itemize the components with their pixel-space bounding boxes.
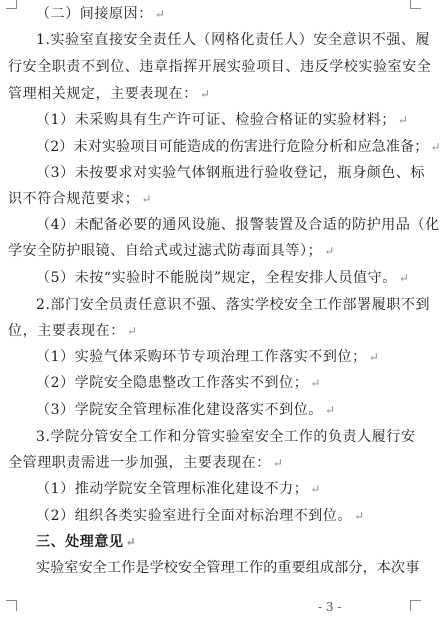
text-line: （1）推动学院安全管理标准化建设不力； ↵ [36, 481, 321, 497]
crop-mark-bottom-right [410, 600, 421, 611]
crop-mark-bottom-left [6, 600, 17, 611]
text-line: 行安全职责不到位、违章指挥开展实验项目、违反学校实验室安全 [8, 59, 432, 75]
text-line: （1）实验气体采购环节专项治理工作落实不到位； ↵ [36, 349, 380, 365]
paragraph-mark-icon: ↵ [272, 456, 284, 470]
text-line: 2.部门安全员责任意识不强、落实学校安全工作部署履职不到 [36, 297, 431, 313]
paragraph-mark-icon: ↵ [398, 271, 410, 285]
section-heading-handling-opinion: 三、处理意见 ↵ [36, 534, 137, 550]
paragraph-mark-icon: ↵ [430, 140, 441, 154]
text-line: 1.实验室直接安全责任人（网格化责任人）安全意识不强、履 [36, 32, 431, 48]
paragraph-mark-icon: ↵ [125, 535, 137, 549]
paragraph-mark-icon: ↵ [310, 376, 321, 390]
text-line: 学安全防护眼镜、自给式或过滤式防毒面具等）； ↵ [8, 243, 335, 259]
text-line: （5）未按“实验时不能脱岗”规定，全程安排人员值守。 ↵ [36, 270, 410, 286]
section-heading-indirect-causes: （二）间接原因： ↵ [36, 6, 166, 22]
crop-mark-top-left [6, 0, 17, 9]
paragraph-mark-icon: ↵ [368, 350, 380, 364]
paragraph-mark-icon: ↵ [154, 7, 166, 21]
text-line: （3）学院安全管理标准化建设落实不到位。 ↵ [36, 402, 336, 418]
text-line: （4）未配备必要的通风设施、报警装置及合适的防护用品（化 [36, 217, 440, 233]
paragraph-mark-icon: ↵ [354, 509, 365, 523]
text-line: 识不符合规范要求； ↵ [8, 191, 153, 207]
paragraph-mark-icon: ↵ [199, 87, 211, 101]
paragraph-mark-icon: ↵ [324, 244, 335, 258]
text-line: 位，主要表现在： ↵ [8, 323, 138, 339]
text-line: 管理相关规定，主要表现在： ↵ [8, 86, 211, 102]
paragraph-mark-icon: ↵ [397, 113, 409, 127]
text-line: （3）未按要求对实验气体钢瓶进行验收登记，瓶身颜色、标 [36, 165, 426, 181]
paragraph-mark-icon: ↵ [126, 324, 138, 338]
paragraph-mark-icon: ↵ [141, 192, 153, 206]
paragraph-mark-icon: ↵ [324, 403, 336, 417]
text-line: （2）组织各类实验室进行全面对标治理不到位。 ↵ [36, 508, 365, 524]
text-line: 全管理职责需进一步加强，主要表现在： ↵ [8, 455, 284, 471]
text-line: （2）学院安全隐患整改工作落实不到位； ↵ [36, 375, 321, 391]
text-line: 3.学院分管安全工作和分管实验室安全工作的负责人履行安 [36, 429, 416, 445]
text-line: 实验室安全工作是学校安全管理工作的重要组成部分，本次事 [36, 560, 420, 576]
text-line: （2）未对实验项目可能造成的伤害进行危险分析和应急准备； ↵ [36, 139, 441, 155]
text-line: （1）未采购具有生产许可证、检验合格证的实验材料； ↵ [36, 112, 409, 128]
page-number: - 3 - [318, 600, 342, 614]
paragraph-mark-icon: ↵ [310, 482, 321, 496]
